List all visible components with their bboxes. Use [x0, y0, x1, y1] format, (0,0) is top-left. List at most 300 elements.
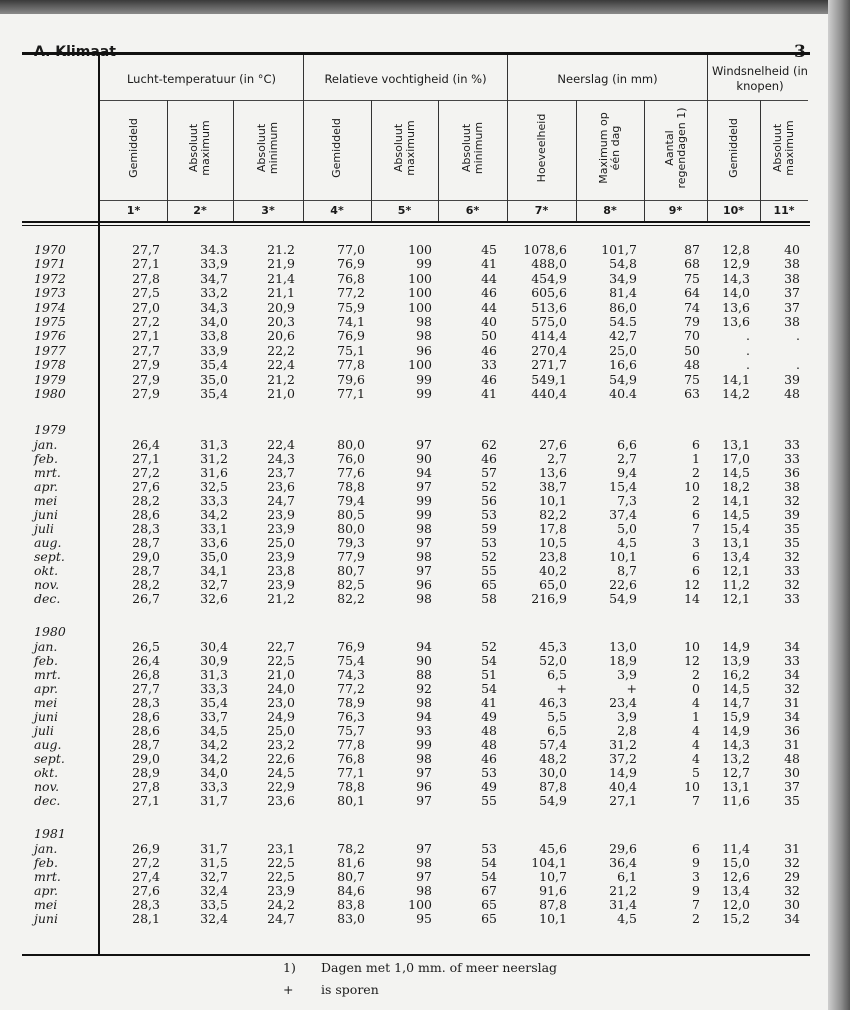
- table-cell: 80,5: [337, 507, 365, 522]
- table-cell: 97: [416, 869, 432, 884]
- table-cell: 14,1: [722, 493, 750, 508]
- table-cell: 13,1: [722, 437, 750, 452]
- table-cell: 65: [481, 897, 497, 912]
- table-cell: 51: [481, 667, 497, 682]
- table-cell: 20,9: [267, 299, 295, 315]
- row-label: mei: [34, 897, 58, 912]
- column-header: Aantal regendagen 1): [662, 107, 688, 189]
- table-cell: 64: [684, 285, 700, 301]
- column-header: Absoluut maximum: [771, 120, 796, 176]
- table-cell: 6: [692, 563, 700, 578]
- table-row: [22, 654, 812, 668]
- table-cell: 23,9: [267, 549, 295, 564]
- table-cell: +: [556, 681, 567, 696]
- table-cell: 34,0: [200, 765, 228, 780]
- table-cell: 12,9: [722, 256, 750, 272]
- row-label: 1971: [34, 256, 66, 272]
- table-cell: 37: [784, 285, 800, 301]
- group-header-wind: Windsnelheid (in knopen): [712, 64, 808, 93]
- table-cell: 33: [481, 357, 497, 373]
- table-cell: 74,3: [337, 667, 365, 682]
- row-label: okt.: [34, 563, 59, 578]
- table-cell: 3: [692, 869, 700, 884]
- table-row: [22, 870, 812, 884]
- table-cell: 35: [784, 521, 800, 536]
- table-cell: 23,9: [267, 577, 295, 592]
- table-cell: 36: [784, 465, 800, 480]
- table-cell: 13,9: [722, 653, 750, 668]
- table-row: [22, 257, 812, 271]
- table-cell: 99: [416, 737, 432, 752]
- col-divider: [576, 100, 577, 221]
- table-cell: 77,1: [337, 765, 365, 780]
- table-cell: 27,7: [132, 242, 160, 257]
- row-label: juli: [34, 723, 54, 738]
- row-label: sept.: [34, 549, 65, 564]
- table-cell: 35,4: [200, 386, 228, 401]
- table-cell: 77,9: [337, 549, 365, 564]
- table-row: [22, 578, 812, 592]
- table-cell: 454,9: [531, 270, 567, 286]
- table-cell: 78,9: [337, 695, 365, 710]
- table-cell: 2: [692, 493, 700, 508]
- column-header: Hoeveelheid: [534, 113, 548, 183]
- table-cell: 27,2: [132, 465, 160, 480]
- table-cell: 77,8: [337, 737, 365, 752]
- table-cell: 2,8: [617, 723, 637, 738]
- table-cell: 97: [416, 437, 432, 452]
- table-cell: 32: [784, 577, 800, 592]
- table-cell: 440,4: [531, 386, 567, 401]
- table-cell: 76,8: [337, 270, 365, 286]
- table-cell: 55: [481, 563, 497, 578]
- table-cell: 87,8: [539, 897, 567, 912]
- table-cell: 97: [416, 765, 432, 780]
- column-number: 9*: [668, 204, 683, 217]
- table-cell: 31,7: [200, 793, 228, 808]
- table-cell: 14,5: [722, 465, 750, 480]
- table-cell: 40.4: [609, 386, 637, 401]
- row-label: 1979: [34, 371, 66, 387]
- table-cell: 29,0: [132, 751, 160, 766]
- table-cell: 54: [481, 653, 497, 668]
- table-cell: 30,0: [539, 765, 567, 780]
- table-cell: 40,4: [609, 779, 637, 794]
- table-cell: 4: [692, 695, 700, 710]
- table-cell: 52: [481, 479, 497, 494]
- table-cell: 14,0: [722, 285, 750, 301]
- table-cell: 98: [416, 521, 432, 536]
- table-cell: 87,8: [539, 779, 567, 794]
- row-label: jan.: [34, 639, 58, 654]
- table-cell: 25,0: [267, 535, 295, 550]
- table-cell: 76,9: [337, 256, 365, 272]
- table-cell: 23,9: [267, 507, 295, 522]
- table-cell: 48: [784, 386, 800, 401]
- table-cell: 45,6: [539, 841, 567, 856]
- table-cell: 32,6: [200, 591, 228, 606]
- table-cell: 2: [692, 911, 700, 926]
- table-cell: 13,6: [539, 465, 567, 480]
- table-cell: 54: [481, 869, 497, 884]
- table-cell: 18,2: [722, 479, 750, 494]
- table-row: [22, 724, 812, 738]
- table-cell: 46: [481, 285, 497, 301]
- scan-top-edge: [0, 0, 850, 14]
- table-row: [22, 508, 812, 522]
- table-cell: 74,1: [337, 314, 365, 329]
- table-row: [22, 898, 812, 912]
- table-cell: 33,3: [200, 779, 228, 794]
- row-label: jan.: [34, 841, 58, 856]
- row-label: juni: [34, 911, 58, 926]
- table-cell: 24,7: [267, 911, 295, 926]
- table-cell: 79: [684, 314, 700, 329]
- table-cell: 23,9: [267, 883, 295, 898]
- table-cell: 28,3: [132, 897, 160, 912]
- table-cell: 98: [416, 328, 432, 344]
- table-cell: 67: [481, 883, 497, 898]
- table-cell: 28,1: [132, 911, 160, 926]
- header-bottom-rule-2: [22, 225, 810, 226]
- table-cell: 28,6: [132, 723, 160, 738]
- table-cell: 58: [481, 591, 497, 606]
- table-cell: 77,1: [337, 386, 365, 401]
- table-cell: 53: [481, 535, 497, 550]
- footnote-text: is sporen: [321, 982, 379, 997]
- row-label: 1974: [34, 299, 66, 315]
- column-number: 1*: [126, 204, 141, 217]
- table-row: [22, 710, 812, 724]
- table-cell: 5,0: [617, 521, 637, 536]
- table-cell: 7: [692, 897, 700, 912]
- table-row: [22, 438, 812, 452]
- table-cell: 10: [684, 639, 700, 654]
- table-cell: 34,1: [200, 563, 228, 578]
- table-cell: 10,7: [539, 869, 567, 884]
- table-row: [22, 780, 812, 794]
- table-cell: 14,3: [722, 270, 750, 286]
- table-cell: 10,5: [539, 535, 567, 550]
- table-cell: 33: [784, 591, 800, 606]
- table-cell: 46: [481, 751, 497, 766]
- table-cell: 30,4: [200, 639, 228, 654]
- table-cell: 28,3: [132, 521, 160, 536]
- table-cell: 27,9: [132, 357, 160, 373]
- table-cell: 6,1: [617, 869, 637, 884]
- table-cell: 22,6: [609, 577, 637, 592]
- scan-right-edge: [828, 0, 850, 1010]
- table-cell: 12,6: [722, 869, 750, 884]
- table-cell: 88: [416, 667, 432, 682]
- table-cell: 13,0: [609, 639, 637, 654]
- table-cell: 549,1: [531, 371, 567, 387]
- table-cell: 15,2: [722, 911, 750, 926]
- table-cell: 34: [784, 667, 800, 682]
- table-cell: 75,1: [337, 342, 365, 358]
- table-cell: 22,2: [267, 342, 295, 358]
- table-cell: 33,5: [200, 897, 228, 912]
- table-cell: 31,2: [200, 451, 228, 466]
- column-header: Absoluut minimum: [459, 121, 485, 175]
- table-cell: 40: [481, 314, 497, 329]
- table-cell: 6: [692, 549, 700, 564]
- table-cell: 26,4: [132, 437, 160, 452]
- block-year-title: [22, 625, 812, 639]
- table-cell: 27,5: [132, 285, 160, 301]
- table-cell: 45,3: [539, 639, 567, 654]
- table-cell: 28,7: [132, 535, 160, 550]
- column-number: 4*: [330, 204, 344, 217]
- table-cell: 31,3: [200, 667, 228, 682]
- table-cell: 80,0: [337, 521, 365, 536]
- table-bottom-rule: [22, 954, 810, 956]
- table-cell: 24,5: [267, 765, 295, 780]
- table-cell: 21,4: [267, 270, 295, 286]
- table-cell: 39: [784, 371, 800, 387]
- row-label: 1975: [34, 314, 66, 329]
- table-cell: 31: [784, 737, 800, 752]
- table-cell: 21,0: [267, 386, 295, 401]
- table-cell: 4: [692, 737, 700, 752]
- table-cell: 90: [416, 451, 432, 466]
- table-row: [22, 912, 812, 926]
- table-cell: 38: [784, 479, 800, 494]
- table-cell: 48: [684, 357, 700, 373]
- column-header: Gemiddeld: [330, 118, 343, 178]
- year-label: 1980: [34, 624, 66, 639]
- table-cell: 54: [481, 681, 497, 696]
- table-cell: 29,0: [132, 549, 160, 564]
- table-cell: 16,6: [609, 357, 637, 373]
- row-label: nov.: [34, 577, 60, 592]
- table-cell: 96: [416, 342, 432, 358]
- row-label: jan.: [34, 437, 58, 452]
- table-cell: 42,7: [609, 328, 637, 344]
- table-cell: 5,5: [547, 709, 567, 724]
- table-cell: 29: [784, 869, 800, 884]
- table-cell: 31,3: [200, 437, 228, 452]
- table-cell: 98: [416, 591, 432, 606]
- table-cell: 37: [784, 299, 800, 315]
- table-cell: 17,8: [539, 521, 567, 536]
- table-cell: 22,5: [267, 869, 295, 884]
- table-row: [22, 766, 812, 780]
- row-label: 1976: [34, 328, 66, 344]
- row-label: apr.: [34, 883, 59, 898]
- table-cell: 78,2: [337, 841, 365, 856]
- table-cell: 23,6: [267, 479, 295, 494]
- table-cell: 23,2: [267, 737, 295, 752]
- table-cell: 6: [692, 437, 700, 452]
- table-cell: 20,6: [267, 328, 295, 344]
- table-cell: 23,8: [267, 563, 295, 578]
- table-cell: 33,2: [200, 285, 228, 301]
- table-cell: 39: [784, 507, 800, 522]
- table-row: [22, 452, 812, 466]
- table-cell: 22,9: [267, 779, 295, 794]
- table-cell: 99: [416, 371, 432, 387]
- table-cell: 14,5: [722, 507, 750, 522]
- col-divider: [233, 100, 234, 221]
- table-cell: 34,2: [200, 751, 228, 766]
- row-label: feb.: [34, 451, 58, 466]
- group-header-precipitation: Neerslag (in mm): [557, 72, 658, 86]
- table-cell: 76,9: [337, 639, 365, 654]
- table-cell: 271,7: [531, 357, 567, 373]
- table-cell: 12: [684, 577, 700, 592]
- table-row: [22, 480, 812, 494]
- table-cell: 5: [692, 765, 700, 780]
- table-cell: 40: [784, 242, 800, 257]
- table-cell: 28,6: [132, 709, 160, 724]
- table-row: [22, 358, 812, 372]
- row-label: okt.: [34, 765, 59, 780]
- table-cell: 81,4: [609, 285, 637, 301]
- table-cell: 76,8: [337, 751, 365, 766]
- table-cell: 13,4: [722, 549, 750, 564]
- table-cell: 96: [416, 577, 432, 592]
- table-cell: 14,2: [722, 386, 750, 401]
- column-header: Absoluut maximum: [391, 120, 417, 176]
- table-cell: 68: [684, 256, 700, 272]
- table-cell: 23,1: [267, 841, 295, 856]
- table-cell: 46: [481, 451, 497, 466]
- table-cell: 28,7: [132, 563, 160, 578]
- table-cell: 46,3: [539, 695, 567, 710]
- table-cell: 35: [784, 535, 800, 550]
- table-cell: 23,4: [609, 695, 637, 710]
- table-cell: 32: [784, 549, 800, 564]
- table-cell: 23,9: [267, 521, 295, 536]
- table-cell: 22,5: [267, 653, 295, 668]
- table-row: [22, 344, 812, 358]
- table-cell: 21,0: [267, 667, 295, 682]
- table-cell: 82,2: [337, 591, 365, 606]
- table-cell: 27,1: [132, 328, 160, 344]
- table-cell: 270,4: [531, 342, 567, 358]
- table-cell: 33,3: [200, 681, 228, 696]
- row-label: 1980: [34, 386, 66, 401]
- table-cell: 35,4: [200, 695, 228, 710]
- table-cell: 78,8: [337, 479, 365, 494]
- block-year-title: [22, 423, 812, 437]
- row-label: apr.: [34, 479, 59, 494]
- table-cell: 513,6: [531, 299, 567, 315]
- table-cell: 10,1: [539, 911, 567, 926]
- table-cell: 24,9: [267, 709, 295, 724]
- row-label: mei: [34, 695, 58, 710]
- footnote-text: Dagen met 1,0 mm. of meer neerslag: [321, 960, 558, 975]
- table-cell: 91,6: [539, 883, 567, 898]
- table-cell: 14,5: [722, 681, 750, 696]
- table-cell: 27,2: [132, 314, 160, 329]
- table-cell: 22,5: [267, 855, 295, 870]
- table-cell: 18,9: [609, 653, 637, 668]
- table-row: [22, 564, 812, 578]
- column-number: 11*: [773, 204, 795, 217]
- table-cell: 35,4: [200, 357, 228, 373]
- table-row: [22, 738, 812, 752]
- table-cell: 100: [408, 270, 432, 286]
- table-cell: 33: [784, 437, 800, 452]
- table-row: [22, 466, 812, 480]
- table-cell: 99: [416, 386, 432, 401]
- table-cell: 77,6: [337, 465, 365, 480]
- table-row: [22, 272, 812, 286]
- table-cell: 33: [784, 451, 800, 466]
- table-cell: 6: [692, 841, 700, 856]
- table-cell: 44: [481, 299, 497, 315]
- table-cell: 98: [416, 314, 432, 329]
- table-cell: 52: [481, 549, 497, 564]
- table-row: [22, 329, 812, 343]
- table-cell: 24,2: [267, 897, 295, 912]
- table-cell: 53: [481, 507, 497, 522]
- table-cell: 54.5: [609, 314, 637, 329]
- table-row: [22, 592, 812, 606]
- table-cell: 216,9: [531, 591, 567, 606]
- table-cell: 34: [784, 639, 800, 654]
- table-cell: 9,4: [617, 465, 637, 480]
- table-cell: 41: [481, 695, 497, 710]
- table-cell: 14,9: [722, 639, 750, 654]
- table-cell: 21.2: [267, 242, 295, 257]
- table-cell: 32,4: [200, 883, 228, 898]
- row-label: aug.: [34, 535, 62, 550]
- group-header-temperature: Lucht-temperatuur (in °C): [126, 72, 277, 86]
- table-cell: 75: [684, 270, 700, 286]
- table-cell: .: [746, 357, 750, 373]
- table-cell: 22,4: [267, 437, 295, 452]
- row-label: juni: [34, 709, 58, 724]
- table-cell: 3,9: [617, 667, 637, 682]
- table-cell: 98: [416, 883, 432, 898]
- table-cell: 32,7: [200, 577, 228, 592]
- year-label: 1981: [34, 826, 66, 841]
- table-cell: 414,4: [531, 328, 567, 344]
- table-cell: 80,1: [337, 793, 365, 808]
- table-row: [22, 640, 812, 654]
- column-number: 3*: [261, 204, 275, 217]
- table-cell: 63: [684, 386, 700, 401]
- table-row: [22, 373, 812, 387]
- table-cell: 98: [416, 855, 432, 870]
- table-cell: 79,3: [337, 535, 365, 550]
- table-cell: 34,5: [200, 723, 228, 738]
- table-row: [22, 286, 812, 300]
- table-cell: 27,7: [132, 342, 160, 358]
- row-label: 1977: [34, 342, 66, 358]
- row-label: mrt.: [34, 667, 61, 682]
- table-cell: 27,8: [132, 779, 160, 794]
- table-cell: 23,0: [267, 695, 295, 710]
- table-cell: 14,9: [722, 723, 750, 738]
- table-cell: 52,0: [539, 653, 567, 668]
- table-cell: 30: [784, 765, 800, 780]
- footnote-mark: +: [283, 982, 294, 997]
- col-divider: [167, 100, 168, 221]
- table-cell: 77,8: [337, 357, 365, 373]
- table-cell: 57: [481, 465, 497, 480]
- table-cell: 92: [416, 681, 432, 696]
- table-row: [22, 884, 812, 898]
- table-cell: 50: [481, 328, 497, 344]
- table-cell: 34,9: [609, 270, 637, 286]
- table-cell: 11,4: [722, 841, 750, 856]
- table-cell: 75,9: [337, 299, 365, 315]
- table-cell: 35: [784, 793, 800, 808]
